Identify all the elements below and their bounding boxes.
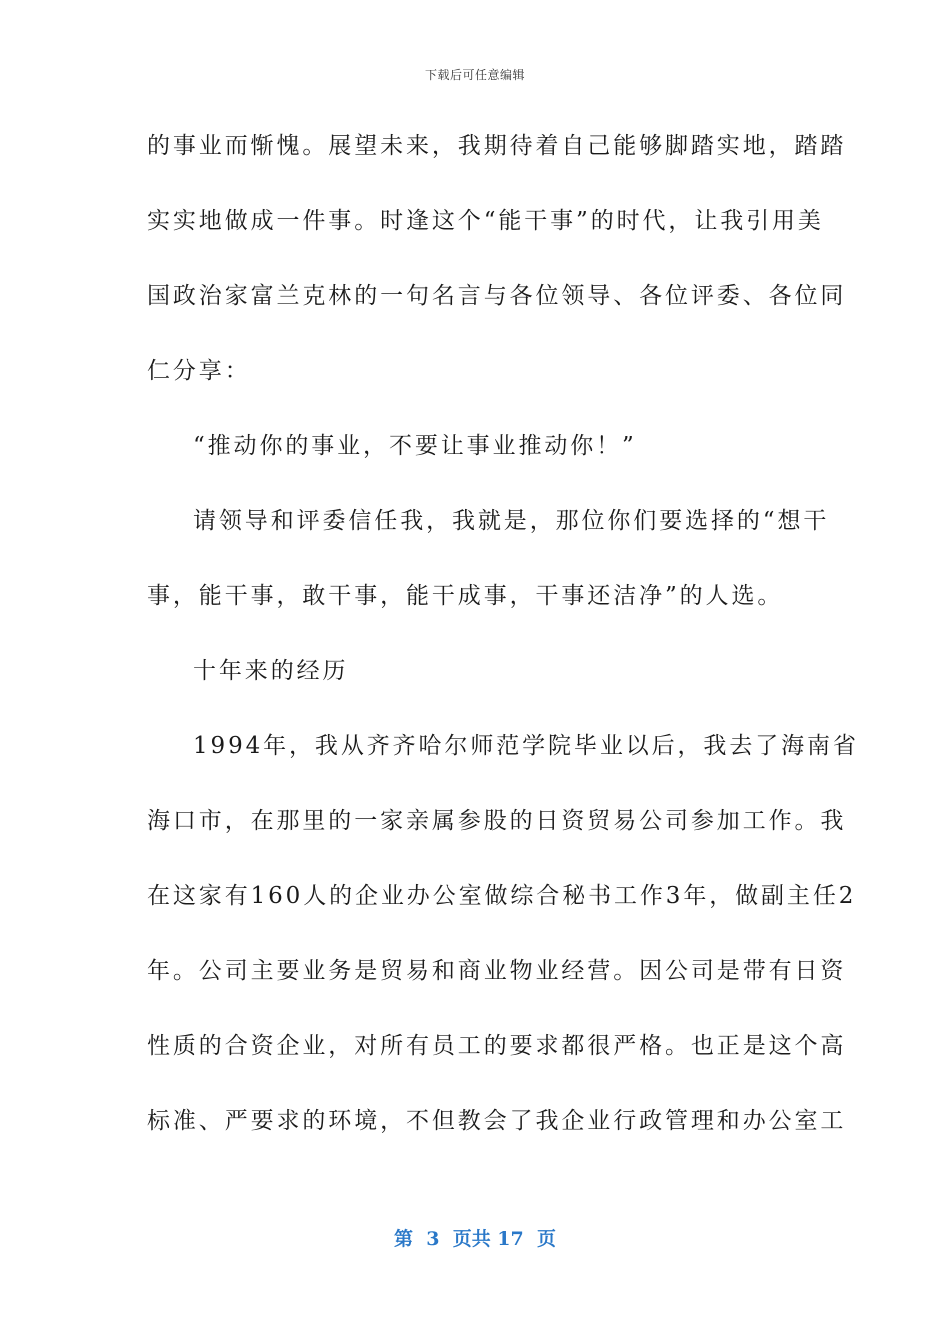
body-line-7: 事，能干事，敢干事，能干成事，干事还洁净”的人选。	[147, 583, 784, 609]
body-line-14: 标准、严要求的环境，不但教会了我企业行政管理和办公室工	[147, 1108, 847, 1134]
body-line-6: 请领导和评委信任我，我就是，那位你们要选择的“想干	[193, 508, 830, 534]
body-line-3: 国政治家富兰克林的一句名言与各位领导、各位评委、各位同	[147, 283, 847, 309]
body-line-2: 实实地做成一件事。时逢这个“能干事”的时代，让我引用美	[147, 208, 824, 234]
body-line-10: 海口市，在那里的一家亲属参股的日资贸易公司参加工作。我	[147, 808, 847, 834]
body-line-9: 1994年，我从齐齐哈尔师范学院毕业以后，我去了海南省	[193, 733, 859, 759]
document-body	[147, 121, 859, 1171]
body-line-13: 性质的合资企业，对所有员工的要求都很严格。也正是这个高	[147, 1033, 847, 1059]
section-heading: 十年来的经历	[193, 658, 349, 684]
body-line-1: 的事业而惭愧。展望未来，我期待着自己能够脚踏实地，踏踏	[147, 133, 847, 159]
quote-line: “推动你的事业，不要让事业推动你！”	[193, 433, 637, 459]
page-header: 下载后可任意编辑	[424, 68, 525, 82]
page-footer: 第 3 页共 17 页	[394, 1228, 556, 1250]
body-line-11: 在这家有160人的企业办公室做综合秘书工作3年，做副主任2	[147, 883, 857, 909]
body-line-12: 年。公司主要业务是贸易和商业物业经营。因公司是带有日资	[147, 958, 847, 984]
body-line-4: 仁分享：	[147, 358, 251, 384]
